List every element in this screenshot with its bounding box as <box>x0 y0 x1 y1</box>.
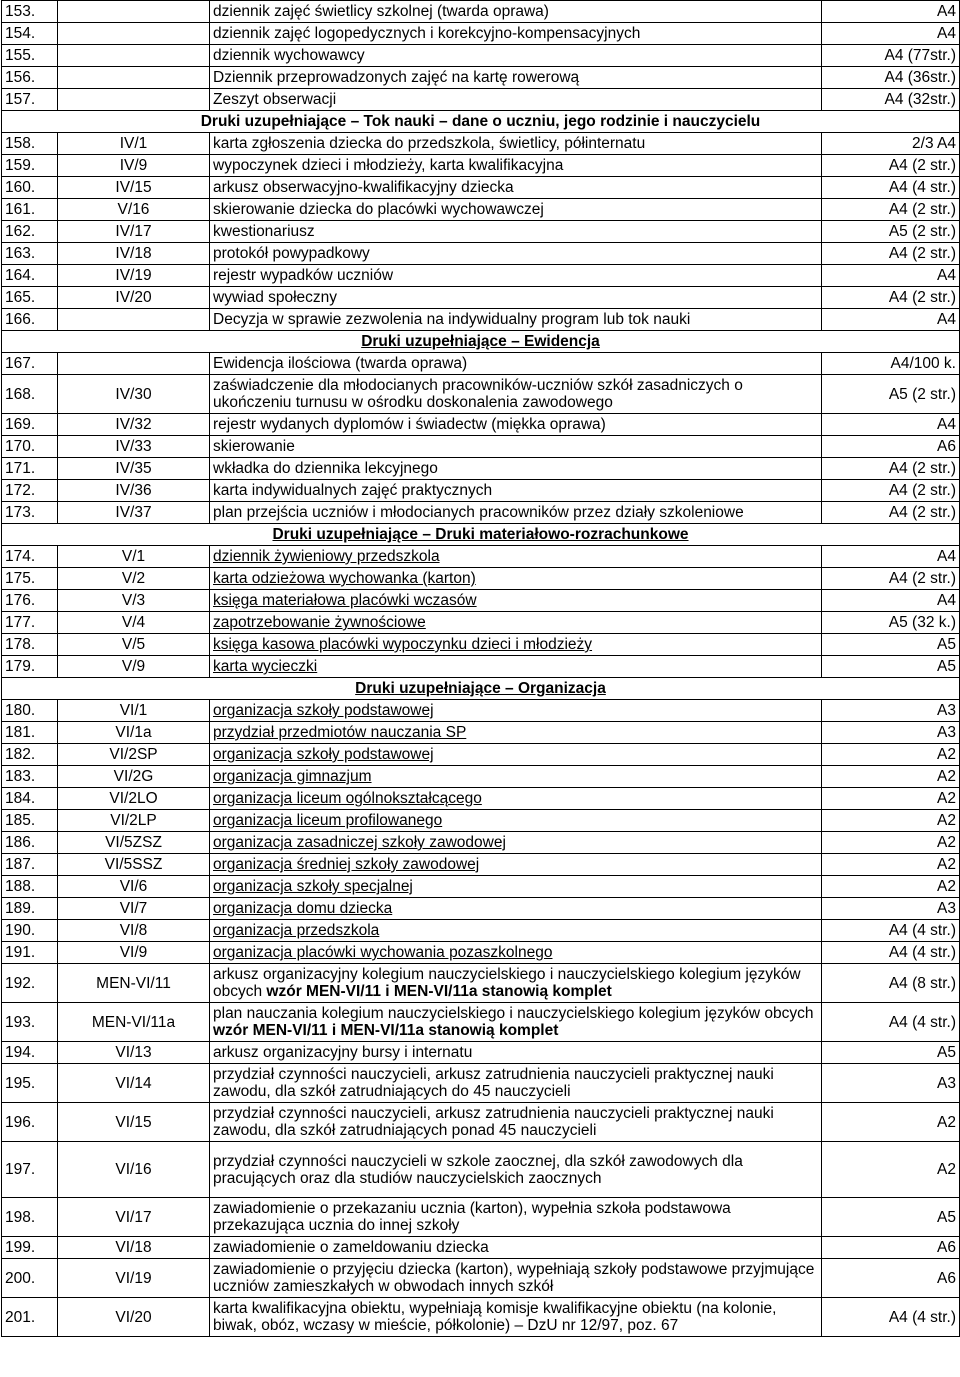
row-number: 170. <box>2 436 58 458</box>
form-name: organizacja placówki wychowania pozaszkolnego <box>210 942 822 964</box>
table-row <box>2 744 960 766</box>
row-number: 185. <box>2 810 58 832</box>
form-name: przydział przedmiotów nauczania SP <box>210 722 822 744</box>
form-name: rejestr wydanych dyplomów i świadectw (miękka oprawa) <box>210 414 822 436</box>
form-format: A5 <box>822 1198 960 1237</box>
table-row <box>2 1003 960 1042</box>
form-name-note: wzór MEN-VI/11 i MEN-VI/11a stanowią komplet <box>266 983 612 1000</box>
form-format: A4 (32str.) <box>822 89 960 111</box>
form-name: arkusz obserwacyjno-kwalifikacyjny dziecka <box>210 177 822 199</box>
row-number: 167. <box>2 353 58 375</box>
table-row <box>2 1103 960 1142</box>
row-number: 181. <box>2 722 58 744</box>
form-format: A4 <box>822 1 960 23</box>
form-format: A4 (8 str.) <box>822 964 960 1003</box>
form-format: A4 (4 str.) <box>822 1298 960 1337</box>
table-row <box>2 942 960 964</box>
form-name: przydział czynności nauczycieli, arkusz zatrudnienia nauczycieli praktycznej nauki zawodu, dla szkół zatrudniających ponad 45 nauczycieli <box>210 1103 822 1142</box>
section-title: Druki uzupełniające – Ewidencja <box>2 331 960 353</box>
form-symbol: IV/33 <box>58 436 210 458</box>
table-row <box>2 964 960 1003</box>
form-format: 2/3 A4 <box>822 133 960 155</box>
row-number: 165. <box>2 287 58 309</box>
section-title: Druki uzupełniające – Organizacja <box>2 678 960 700</box>
table-row <box>2 1 960 23</box>
form-name: skierowanie <box>210 436 822 458</box>
form-symbol: V/9 <box>58 656 210 678</box>
form-name: organizacja liceum profilowanego <box>210 810 822 832</box>
row-number: 173. <box>2 502 58 524</box>
forms-catalog-table <box>1 0 960 1337</box>
form-symbol: IV/37 <box>58 502 210 524</box>
form-symbol: IV/1 <box>58 133 210 155</box>
form-format: A5 <box>822 656 960 678</box>
form-format: A4 (2 str.) <box>822 502 960 524</box>
form-symbol <box>58 45 210 67</box>
form-format: A4 <box>822 265 960 287</box>
form-name: Decyzja w sprawie zezwolenia na indywidualny program lub tok nauki <box>210 309 822 331</box>
table-row <box>2 898 960 920</box>
form-format: A2 <box>822 1142 960 1198</box>
form-symbol: V/1 <box>58 546 210 568</box>
table-row <box>2 89 960 111</box>
table-row <box>2 67 960 89</box>
row-number: 163. <box>2 243 58 265</box>
section-header-row <box>2 111 960 133</box>
form-format: A4 <box>822 414 960 436</box>
row-number: 174. <box>2 546 58 568</box>
table-row <box>2 375 960 414</box>
form-name: zawiadomienie o przekazaniu ucznia (karton), wypełnia szkoła podstawowa przekazująca ucznia do innej szkoły <box>210 1198 822 1237</box>
form-format: A4 (36str.) <box>822 67 960 89</box>
table-row <box>2 502 960 524</box>
forms-catalog-body <box>2 1 960 1337</box>
form-name: dziennik wychowawcy <box>210 45 822 67</box>
row-number: 159. <box>2 155 58 177</box>
row-number: 175. <box>2 568 58 590</box>
form-name: karta kwalifikacyjna obiektu, wypełniają komisje kwalifikacyjne obiektu (na kolonie, biwak, obóz, wczasy w mieście, półkolonie) – DzU nr 12/97, poz. 67 <box>210 1298 822 1337</box>
form-format: A5 (2 str.) <box>822 221 960 243</box>
table-row <box>2 920 960 942</box>
form-name: organizacja średniej szkoły zawodowej <box>210 854 822 876</box>
form-name-note: wzór MEN-VI/11 i MEN-VI/11a stanowią komplet <box>213 1022 559 1039</box>
form-name: organizacja gimnazjum <box>210 766 822 788</box>
table-row <box>2 1298 960 1337</box>
form-symbol: VI/6 <box>58 876 210 898</box>
table-row <box>2 722 960 744</box>
row-number: 153. <box>2 1 58 23</box>
form-name: zaświadczenie dla młodocianych pracowników-uczniów szkół zasadniczych o ukończeniu turnusu w ośrodku doskonalenia zawodowego <box>210 375 822 414</box>
table-row <box>2 23 960 45</box>
form-name: dziennik żywieniowy przedszkola <box>210 546 822 568</box>
form-format: A2 <box>822 1103 960 1142</box>
table-row <box>2 155 960 177</box>
form-name: przydział czynności nauczycieli w szkole zaocznej, dla szkół zawodowych dla pracujących oraz dla studiów nauczycielskich zaocznych <box>210 1142 822 1198</box>
form-name: organizacja domu dziecka <box>210 898 822 920</box>
form-name: organizacja przedszkola <box>210 920 822 942</box>
section-header-row <box>2 331 960 353</box>
table-row <box>2 1064 960 1103</box>
form-symbol: IV/9 <box>58 155 210 177</box>
row-number: 201. <box>2 1298 58 1337</box>
form-symbol: VI/1a <box>58 722 210 744</box>
table-row <box>2 612 960 634</box>
form-format: A4 (2 str.) <box>822 480 960 502</box>
form-name: zawiadomienie o zameldowaniu dziecka <box>210 1237 822 1259</box>
row-number: 179. <box>2 656 58 678</box>
row-number: 160. <box>2 177 58 199</box>
table-row <box>2 1198 960 1237</box>
form-symbol <box>58 89 210 111</box>
form-name: organizacja szkoły podstawowej <box>210 744 822 766</box>
form-symbol: VI/14 <box>58 1064 210 1103</box>
table-row <box>2 590 960 612</box>
table-row <box>2 700 960 722</box>
form-symbol: VI/9 <box>58 942 210 964</box>
form-symbol: VI/7 <box>58 898 210 920</box>
form-name: organizacja liceum ogólnokształcącego <box>210 788 822 810</box>
table-row <box>2 568 960 590</box>
form-symbol: VI/2SP <box>58 744 210 766</box>
form-format: A4 (4 str.) <box>822 1003 960 1042</box>
form-format: A2 <box>822 766 960 788</box>
form-name: Dziennik przeprowadzonych zajęć na kartę rowerową <box>210 67 822 89</box>
table-row <box>2 221 960 243</box>
form-name: dziennik zajęć świetlicy szkolnej (twarda oprawa) <box>210 1 822 23</box>
row-number: 199. <box>2 1237 58 1259</box>
row-number: 178. <box>2 634 58 656</box>
form-symbol: VI/13 <box>58 1042 210 1064</box>
form-format: A4 (2 str.) <box>822 155 960 177</box>
form-format: A3 <box>822 898 960 920</box>
table-row <box>2 546 960 568</box>
form-symbol: IV/35 <box>58 458 210 480</box>
form-symbol: MEN-VI/11a <box>58 1003 210 1042</box>
row-number: 186. <box>2 832 58 854</box>
form-format: A4 <box>822 590 960 612</box>
form-format: A4 (2 str.) <box>822 568 960 590</box>
form-symbol: VI/2LO <box>58 788 210 810</box>
form-format: A2 <box>822 744 960 766</box>
row-number: 169. <box>2 414 58 436</box>
form-format: A5 (2 str.) <box>822 375 960 414</box>
row-number: 200. <box>2 1259 58 1298</box>
form-format: A2 <box>822 810 960 832</box>
form-name: karta indywidualnych zajęć praktycznych <box>210 480 822 502</box>
row-number: 196. <box>2 1103 58 1142</box>
table-row <box>2 810 960 832</box>
form-format: A5 <box>822 1042 960 1064</box>
form-symbol: IV/18 <box>58 243 210 265</box>
form-name: plan przejścia uczniów i młodocianych pracowników przez działy szkoleniowe <box>210 502 822 524</box>
row-number: 194. <box>2 1042 58 1064</box>
form-name: skierowanie dziecka do placówki wychowawczej <box>210 199 822 221</box>
row-number: 155. <box>2 45 58 67</box>
form-format: A4 (2 str.) <box>822 243 960 265</box>
form-name-text: plan nauczania kolegium nauczycielskiego i nauczycielskiego kolegium języków obcych <box>213 1005 814 1022</box>
table-row <box>2 656 960 678</box>
form-symbol: IV/30 <box>58 375 210 414</box>
form-name: protokół powypadkowy <box>210 243 822 265</box>
form-symbol <box>58 23 210 45</box>
table-row <box>2 436 960 458</box>
form-format: A4 <box>822 546 960 568</box>
section-title: Druki uzupełniające – Tok nauki – dane o uczniu, jego rodzinie i nauczycielu <box>2 111 960 133</box>
table-row <box>2 634 960 656</box>
row-number: 164. <box>2 265 58 287</box>
section-header-row <box>2 678 960 700</box>
form-symbol: V/5 <box>58 634 210 656</box>
form-symbol: VI/2LP <box>58 810 210 832</box>
form-format: A3 <box>822 700 960 722</box>
table-row <box>2 1042 960 1064</box>
row-number: 176. <box>2 590 58 612</box>
row-number: 158. <box>2 133 58 155</box>
form-symbol: V/2 <box>58 568 210 590</box>
form-format: A6 <box>822 1259 960 1298</box>
form-symbol <box>58 1 210 23</box>
table-row <box>2 788 960 810</box>
form-symbol: IV/36 <box>58 480 210 502</box>
form-format: A4 <box>822 309 960 331</box>
form-symbol: V/16 <box>58 199 210 221</box>
form-symbol: VI/17 <box>58 1198 210 1237</box>
table-row <box>2 832 960 854</box>
row-number: 193. <box>2 1003 58 1042</box>
form-symbol: V/4 <box>58 612 210 634</box>
table-row <box>2 458 960 480</box>
row-number: 183. <box>2 766 58 788</box>
form-name: wkładka do dziennika lekcyjnego <box>210 458 822 480</box>
form-symbol: VI/16 <box>58 1142 210 1198</box>
table-row <box>2 766 960 788</box>
section-title: Druki uzupełniające – Druki materiałowo-rozrachunkowe <box>2 524 960 546</box>
form-name: rejestr wypadków uczniów <box>210 265 822 287</box>
form-name: karta odzieżowa wychowanka (karton) <box>210 568 822 590</box>
form-symbol: VI/2G <box>58 766 210 788</box>
form-name-text: arkusz organizacyjny kolegium nauczycielskiego i nauczycielskiego kolegium języków obcych <box>213 966 801 1000</box>
row-number: 156. <box>2 67 58 89</box>
table-row <box>2 480 960 502</box>
form-name: kwestionariusz <box>210 221 822 243</box>
form-name: księga kasowa placówki wypoczynku dzieci i młodzieży <box>210 634 822 656</box>
table-row <box>2 199 960 221</box>
forms-catalog-page <box>1 0 959 1337</box>
form-name: księga materiałowa placówki wczasów <box>210 590 822 612</box>
form-name: organizacja szkoły specjalnej <box>210 876 822 898</box>
form-name: przydział czynności nauczycieli, arkusz zatrudnienia nauczycieli praktycznej nauki zawodu, dla szkół zatrudniających do 45 nauczycieli <box>210 1064 822 1103</box>
table-row <box>2 1237 960 1259</box>
form-format: A2 <box>822 832 960 854</box>
form-format: A3 <box>822 1064 960 1103</box>
table-row <box>2 414 960 436</box>
form-name <box>210 1003 822 1042</box>
row-number: 197. <box>2 1142 58 1198</box>
form-format: A3 <box>822 722 960 744</box>
row-number: 166. <box>2 309 58 331</box>
form-name: dziennik zajęć logopedycznych i korekcyjno-kompensacyjnych <box>210 23 822 45</box>
form-name: Ewidencja ilościowa (twarda oprawa) <box>210 353 822 375</box>
table-row <box>2 177 960 199</box>
form-format: A2 <box>822 854 960 876</box>
form-name <box>210 964 822 1003</box>
form-format: A4/100 k. <box>822 353 960 375</box>
row-number: 192. <box>2 964 58 1003</box>
form-name: karta wycieczki <box>210 656 822 678</box>
row-number: 171. <box>2 458 58 480</box>
table-row <box>2 876 960 898</box>
form-symbol <box>58 67 210 89</box>
form-symbol: VI/20 <box>58 1298 210 1337</box>
form-symbol: VI/19 <box>58 1259 210 1298</box>
form-symbol: VI/5ZSZ <box>58 832 210 854</box>
row-number: 168. <box>2 375 58 414</box>
form-format: A4 (2 str.) <box>822 458 960 480</box>
table-row <box>2 287 960 309</box>
section-header-row <box>2 524 960 546</box>
form-name: organizacja szkoły podstawowej <box>210 700 822 722</box>
form-symbol: VI/18 <box>58 1237 210 1259</box>
form-name: wywiad społeczny <box>210 287 822 309</box>
form-name: organizacja zasadniczej szkoły zawodowej <box>210 832 822 854</box>
table-row <box>2 45 960 67</box>
form-format: A6 <box>822 1237 960 1259</box>
form-symbol: VI/5SSZ <box>58 854 210 876</box>
form-format: A4 (4 str.) <box>822 920 960 942</box>
form-format: A4 (2 str.) <box>822 287 960 309</box>
row-number: 177. <box>2 612 58 634</box>
form-format: A4 <box>822 23 960 45</box>
form-format: A2 <box>822 788 960 810</box>
table-row <box>2 309 960 331</box>
form-symbol: VI/15 <box>58 1103 210 1142</box>
form-name: arkusz organizacyjny bursy i internatu <box>210 1042 822 1064</box>
form-symbol: MEN-VI/11 <box>58 964 210 1003</box>
row-number: 198. <box>2 1198 58 1237</box>
form-symbol: VI/1 <box>58 700 210 722</box>
table-row <box>2 1142 960 1198</box>
form-format: A2 <box>822 876 960 898</box>
form-name: wypoczynek dzieci i młodzieży, karta kwalifikacyjna <box>210 155 822 177</box>
row-number: 188. <box>2 876 58 898</box>
form-symbol: IV/19 <box>58 265 210 287</box>
form-format: A6 <box>822 436 960 458</box>
table-row <box>2 265 960 287</box>
table-row <box>2 243 960 265</box>
form-symbol <box>58 309 210 331</box>
form-symbol: IV/17 <box>58 221 210 243</box>
form-name: Zeszyt obserwacji <box>210 89 822 111</box>
form-name: karta zgłoszenia dziecka do przedszkola, świetlicy, półinternatu <box>210 133 822 155</box>
form-format: A4 (77str.) <box>822 45 960 67</box>
row-number: 187. <box>2 854 58 876</box>
row-number: 195. <box>2 1064 58 1103</box>
table-row <box>2 133 960 155</box>
form-symbol <box>58 353 210 375</box>
form-format: A4 (4 str.) <box>822 177 960 199</box>
row-number: 172. <box>2 480 58 502</box>
row-number: 191. <box>2 942 58 964</box>
row-number: 180. <box>2 700 58 722</box>
form-symbol: IV/15 <box>58 177 210 199</box>
row-number: 184. <box>2 788 58 810</box>
row-number: 154. <box>2 23 58 45</box>
row-number: 189. <box>2 898 58 920</box>
form-format: A4 (2 str.) <box>822 199 960 221</box>
form-format: A5 <box>822 634 960 656</box>
form-symbol: IV/32 <box>58 414 210 436</box>
form-symbol: IV/20 <box>58 287 210 309</box>
form-symbol: VI/8 <box>58 920 210 942</box>
table-row <box>2 353 960 375</box>
form-format: A5 (32 k.) <box>822 612 960 634</box>
form-name: zapotrzebowanie żywnościowe <box>210 612 822 634</box>
form-symbol: V/3 <box>58 590 210 612</box>
row-number: 162. <box>2 221 58 243</box>
table-row <box>2 1259 960 1298</box>
row-number: 161. <box>2 199 58 221</box>
row-number: 190. <box>2 920 58 942</box>
row-number: 182. <box>2 744 58 766</box>
table-row <box>2 854 960 876</box>
form-name: zawiadomienie o przyjęciu dziecka (karton), wypełniają szkoły podstawowe przyjmujące uczniów zamieszkałych w obwodach innych szkół <box>210 1259 822 1298</box>
form-format: A4 (4 str.) <box>822 942 960 964</box>
row-number: 157. <box>2 89 58 111</box>
